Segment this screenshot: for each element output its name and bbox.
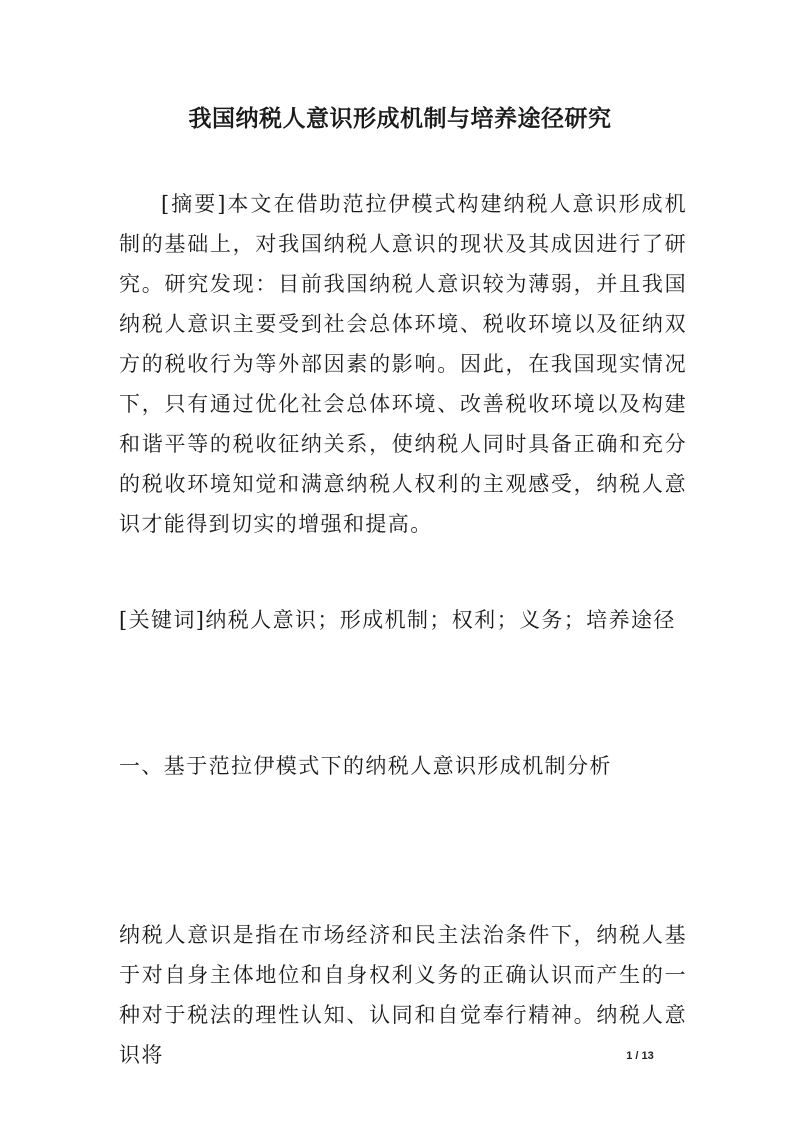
section-heading: 一、基于范拉伊模式下的纳税人意识形成机制分析 — [119, 754, 612, 778]
abstract-paragraph: [摘要]本文在借助范拉伊模式构建纳税人意识形成机制的基础上，对我国纳税人意识的现状及其成因进行了研究。研究发现：目前我国纳税人意识较为薄弱，并且我国纳税人意识主要受到社会总体环境、税收环境以及征纳双方的税收行为等外部因素的影响。因此，在我国现实情况下，只有通过优化社会总体环境、改善税收环境以及构建和谐平等的税收征纳关系，使纳税人同时具备正确和充分的税收环境知觉和满意纳税人权利的主观感受，纳税人意识才能得到切实的增强和提高。 — [119, 192, 687, 536]
page-number: 1 / 13 — [626, 1050, 654, 1062]
document-title: 我国纳税人意识形成机制与培养途径研究 — [188, 105, 612, 132]
body-paragraph: 纳税人意识是指在市场经济和民主法治条件下，纳税人基于对自身主体地位和自身权利义务的正确认识而产生的一种对于税法的理性认知、认同和自觉奉行精神。纳税人意识将 — [119, 923, 687, 1067]
keywords-line: [关键词]纳税人意识；形成机制；权利；义务；培养途径 — [119, 608, 676, 632]
